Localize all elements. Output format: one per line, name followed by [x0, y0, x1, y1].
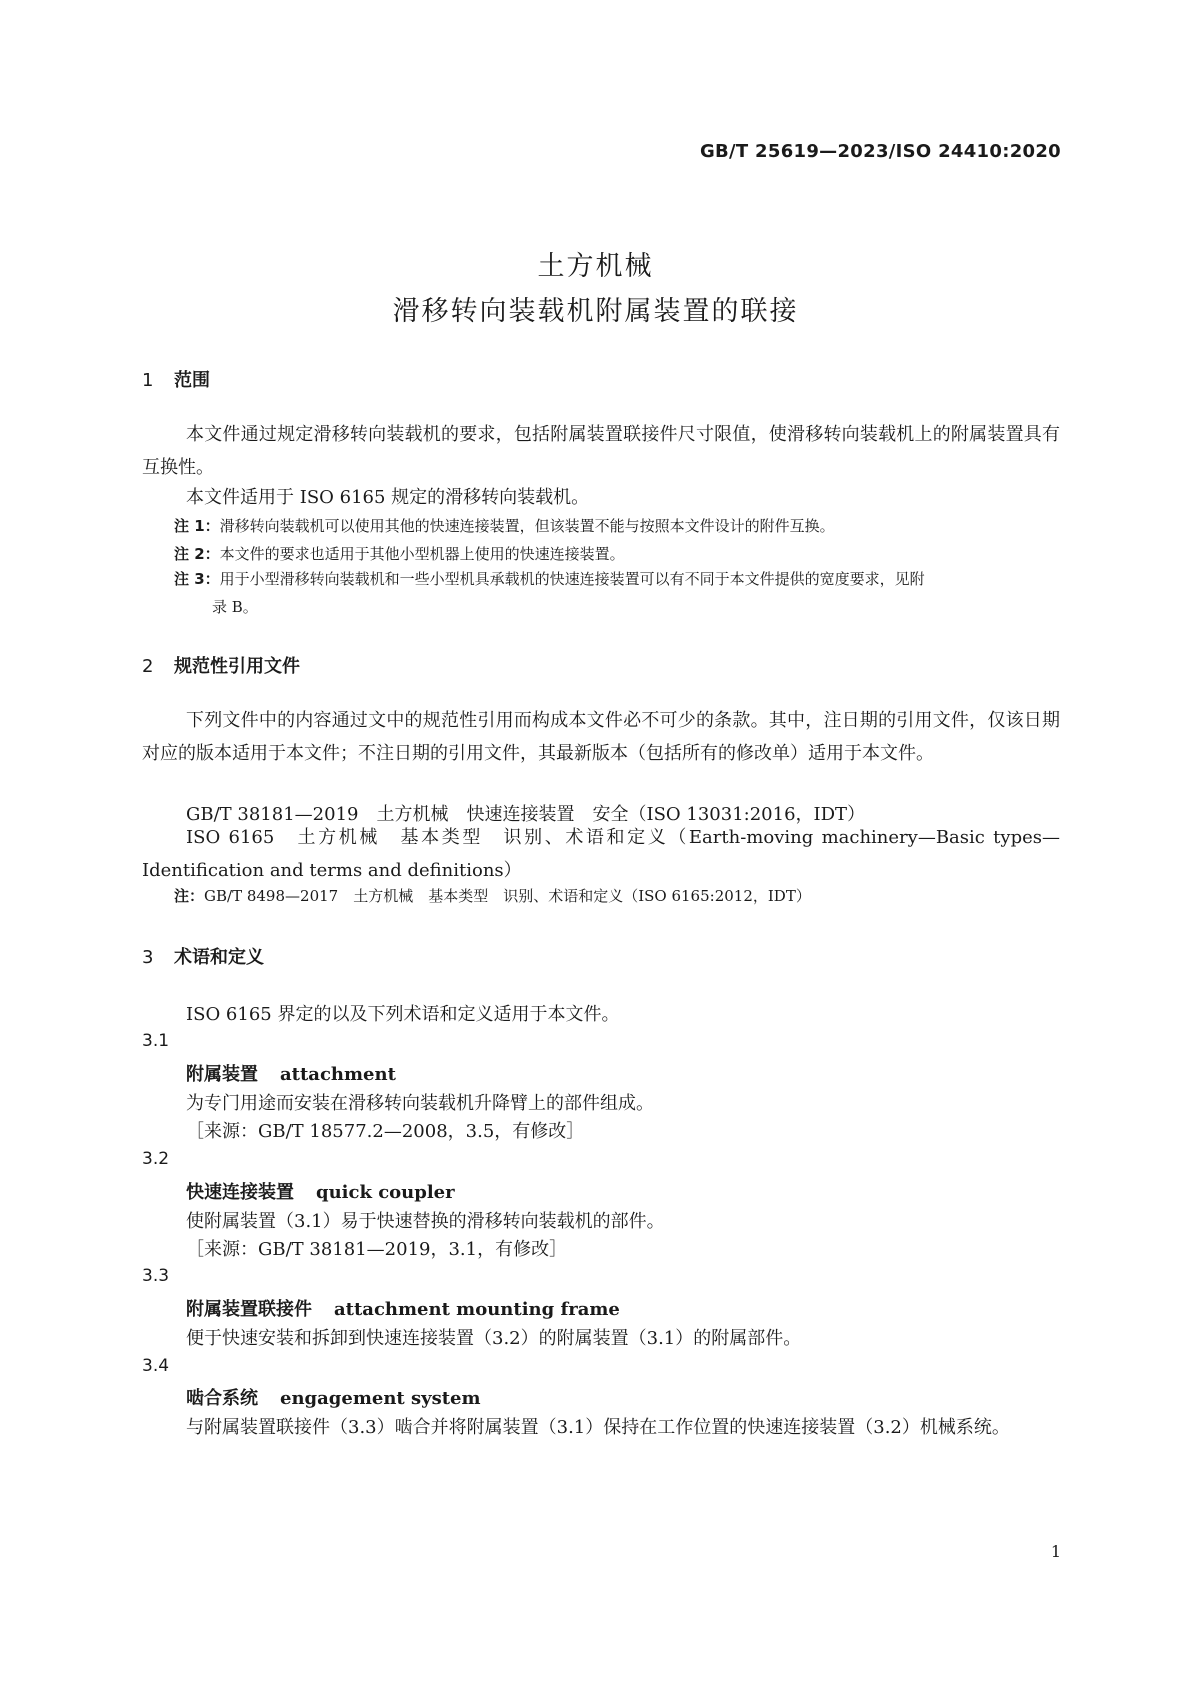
document-code: GB/T 25619—2023/ISO 24410:2020 — [699, 141, 1061, 162]
section-title: 范围 — [174, 370, 210, 391]
scope-paragraph-2: 本文件适用于 ISO 6165 规定的滑移转向装载机。 — [186, 487, 590, 508]
term-definition: 与附属装置联接件（3.3）啮合并将附属装置（3.1）保持在工作位置的快速连接装置（3.2）机械系统。 — [186, 1417, 1010, 1438]
term-quick-coupler — [186, 1178, 455, 1204]
term-definition: 便于快速安装和拆卸到快速连接装置（3.2）的附属装置（3.1）的附属部件。 — [186, 1328, 802, 1349]
section-number: 1 — [142, 370, 154, 391]
term-engagement-system — [186, 1384, 481, 1410]
section-title: 术语和定义 — [174, 947, 264, 968]
section-number: 3 — [142, 947, 154, 968]
term-source: ［来源：GB/T 18577.2—2008，3.5，有修改］ — [186, 1121, 585, 1142]
term-en: quick coupler — [316, 1182, 455, 1203]
page-number: 1 — [1050, 1542, 1061, 1561]
section-title: 规范性引用文件 — [174, 656, 300, 677]
term-en: engagement system — [280, 1388, 481, 1409]
note-text: 滑移转向装载机可以使用其他的快速连接装置，但该装置不能与按照本文件设计的附件互换。 — [219, 517, 835, 535]
section-heading-normative-references — [142, 652, 300, 678]
term-number: 3.1 — [142, 1031, 170, 1051]
section-heading-scope — [142, 366, 210, 392]
term-en: attachment — [280, 1064, 396, 1085]
term-number: 3.3 — [142, 1266, 170, 1286]
term-number: 3.4 — [142, 1356, 170, 1376]
term-source: ［来源：GB/T 38181—2019，3.1，有修改］ — [186, 1239, 568, 1260]
reference-gbt-38181: GB/T 38181—2019 土方机械 快速连接装置 安全（ISO 13031:2016，IDT） — [186, 804, 866, 825]
reference-iso-6165: ISO 6165 土方机械 基本类型 识别、术语和定义（Earth-moving machinery—Basic types—Identification and terms and definitions） — [142, 827, 1060, 881]
note-text: 本文件的要求也适用于其他小型机器上使用的快速连接装置。 — [219, 545, 625, 563]
term-zh: 啮合系统 — [186, 1388, 258, 1409]
scope-note-1 — [174, 515, 835, 536]
scope-paragraph-1: 本文件通过规定滑移转向装载机的要求，包括附属装置联接件尺寸限值，使滑移转向装载机上的附属装置具有互换性。 — [142, 424, 1060, 478]
note-text: GB/T 8498—2017 土方机械 基本类型 识别、术语和定义（ISO 6165:2012，IDT） — [204, 887, 811, 905]
note-tag: 注 3： — [174, 570, 220, 588]
term-en: attachment mounting frame — [334, 1299, 620, 1320]
term-zh: 附属装置联接件 — [186, 1299, 312, 1320]
references-paragraph: 下列文件中的内容通过文中的规范性引用而构成本文件必不可少的条款。其中，注日期的引用文件，仅该日期对应的版本适用于本文件；不注日期的引用文件，其最新版本（包括所有的修改单）适用于本文件。 — [142, 710, 1060, 764]
document-title-line1: 土方机械 — [537, 251, 654, 282]
term-attachment — [186, 1060, 396, 1086]
term-zh: 快速连接装置 — [186, 1182, 294, 1203]
document-title-line2: 滑移转向装载机附属装置的联接 — [392, 296, 799, 327]
terms-intro: ISO 6165 界定的以及下列术语和定义适用于本文件。 — [186, 1004, 620, 1025]
scope-note-2 — [174, 543, 625, 564]
scope-note-3 — [174, 568, 925, 589]
term-definition: 使附属装置（3.1）易于快速替换的滑移转向装载机的部件。 — [186, 1211, 665, 1232]
term-definition: 为专门用途而安装在滑移转向装载机升降臂上的部件组成。 — [186, 1093, 654, 1114]
section-number: 2 — [142, 656, 154, 677]
term-zh: 附属装置 — [186, 1064, 258, 1085]
note-tag: 注 2： — [174, 545, 220, 563]
section-heading-terms-definitions — [142, 943, 264, 969]
note-text: 用于小型滑移转向装载机和一些小型机具承载机的快速连接装置可以有不同于本文件提供的宽度要求，见附 — [219, 570, 925, 588]
term-number: 3.2 — [142, 1149, 170, 1169]
references-note — [174, 885, 811, 906]
term-attachment-mounting-frame — [186, 1295, 620, 1321]
note-tag: 注： — [174, 887, 205, 905]
note-tag: 注 1： — [174, 517, 220, 535]
scope-note-3-continuation: 录 B。 — [212, 598, 258, 616]
